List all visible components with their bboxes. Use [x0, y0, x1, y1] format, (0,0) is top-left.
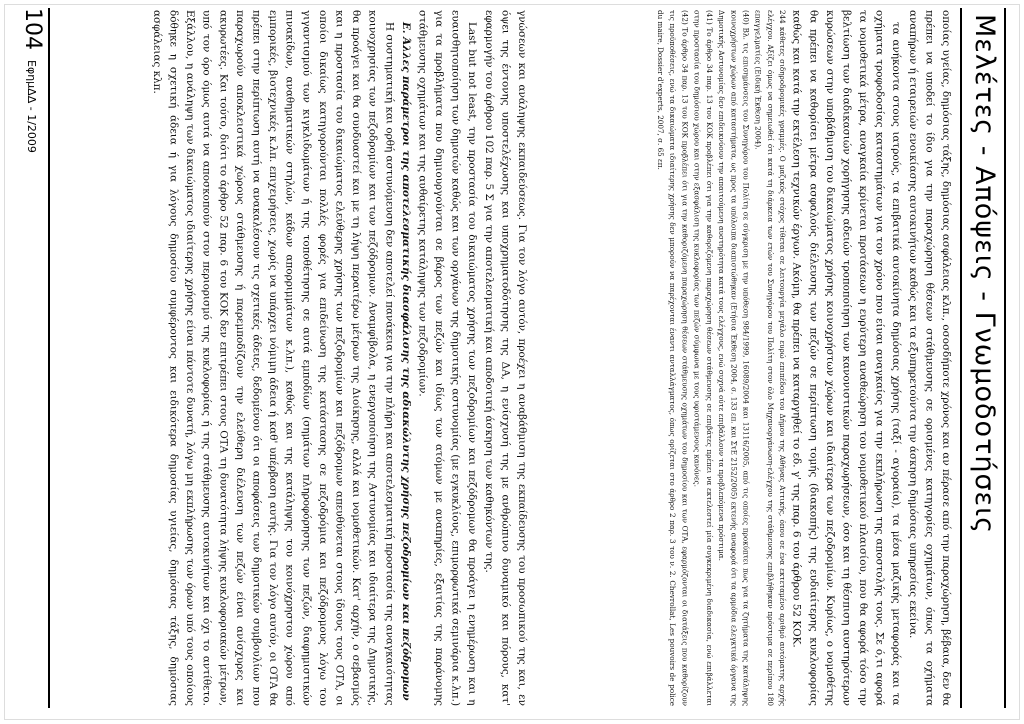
section-subheading: Ε. Άλλες παράμετροι της αποτελεσματικής διασφάλισης της αδιακώλυτης χρήσης πεζοδρομίων και πεζόδρομων	[399, 22, 412, 702]
section-title: Μελέτες - Απόψεις - Γνωμοδοτήσεις	[969, 14, 1000, 535]
footnote-item: (41) Το άρθρο 34 παρ. 13 του ΚΟΚ προβλέπει ότι για την καθοριζόμενη παραχώρηση θέσεων στάθμευσης σε επιβάτες πρέπει να εκτελεστεί μία συγκεκριμένη διαδικασία, ενώ επιβάλλεται στην προστασία του δημόσιου χώρου και στην εξασφάλιση της κυκλοφορίας των πεζών σύμφωνα με τους υφιστάμενους κανόνες.	[692, 10, 714, 706]
left-paragraph-3: Η συστηματική και ορθή αστυνόμευση δεν αποτελεί πανάκεια για την πλήρη και αποτελεσματική προστασία της αναγκαιότητας κοινοχρησίας των πεζοδρομίων και των πεζόδρομων. Αναμφίβολα, η ενεργοποίηση της Αστυνομίας και ιδιαίτερα της Δημοτικής, θα προάγει και θα συνδυαστεί και με τη λήψη περαιτέρω μέτρων της Διοίκησης, αλλά και νομοθετικών. Κατ' αρχήν, ο σεβασμός και η προστασία του δικαιώματος ελεύθερης χρήσης των πεζοδρομίων και πεζόδρομων απευθύνεται στους ίδιους τους ΟΤΑ, οι οποίοι δικαίως κατηγορούνται πολλές φορές για επιδείνωση της κατάστασης σε πεζοδρόμια και πεζόδρομους λόγω του γιγαντισμού των κιγκλιδωμάτων ή της τοποθέτησης σε αυτά εμποδίων (σημάτων πληροφόρησης των πεζών, διαφημιστικών πινακίδων, αναθηματικών στηλών, κάδων απορριμμάτων κ.λπ.), καθώς και της κατάληψης του κοινόχρηστου χώρου από εμπορικές, βιοτεχνικές κ.λπ. επιχειρήσεις, χωρίς να υπάρχει νόμιμη άδεια ή καθ' υπέρβαση αυτής. Για τον λόγο αυτόν, οι ΟΤΑ θα πρέπει στην περίπτωση αυτή να ανακαλέσουν τις σχετικές άδειες, δεδομένου ότι οι αποφάσεις των δημοτικών συμβουλίων που παραχωρούν αποκλειστικά χώρους στάθμευσης ή παρεμποδίζουν την ελεύθερη διέλευση των πεζών είναι ανίσχυρες και ακυρωτέες. Και τούτο, διότι το άρθρο 52 παρ. 6 του ΚΟΚ δεν επιτρέπει στους ΟΤΑ τη δυνατότητα λήψης κυκλοφοριακών μέτρων, υπό τον όρο όμως αυτά να αποσκοπούν στον περιορισμό της κυκλοφορίας ή της στάθμευσης αυτοκινήτων και όχι το αντίθετο. Εξάλλου, η ανάληψη των δικαιώματος ιδιαίτερης χρήσης είναι πάντοτε δυνατή, λόγω μη εκπλήρωσης των όρων υπό τους οποίους δόθηκε η σχετική άδεια ή για λόγους δημοσίου συμφέροντος και ειδικότερα δημοσίας υγιείας, δημόσιας τάξης, δημόσιας ασφάλειας κλπ.	[150, 10, 396, 706]
right-paragraph-1: οποίας υγείας, δημόσιας τάξης, δημόσιας ασφάλειας κλπ., οσοσδήποτε χρόνος και αν πέρασε από την παραχώρηση, βέβαια, δεν θα πρέπει να υποδεί το ίδιο για την παραχώρηση θέσεων στάθμευσης σε ορισμένες κατηγορίες οχημάτων, όπως τα οχήματα αναπήρων ή εταιρειών ενοικίασης αυτοκινήτων καθώς και τα εξυπηρετούντα την άσκηση δημόσιας υπηρεσίας εκείνα.	[906, 10, 952, 706]
footnote-item: (40) Βλ. τις επισημάνσεις του Συνηγόρου του Πολίτη σε σύγκριση με την υπόθεση 984/1999, 16089/2004 και 13116/2005, από τις οποίες προκύπτει πως για τα ζητήματα της κατάληψης κοινοχρήστων χώρων από καταστήματα, ως προς τα υπόλοιπα διαπιστώθηκαν (Ετήσια Έκθεση 2004, σ. 133 επ. και ΣτΕ 2152/2005) εκτενής αναφορά ότι τα αρμόδια ελεγκτικά όργανα της Δημοτικής Αστυνομίας δεν επιδεικνύουν την απαιτούμενη αυστηρότητα κατά τους ελέγχους, ενώ συχνά ούτε επιβάλλουν τα προβλεπόμενα πρόστιμα.	[717, 10, 751, 706]
page-number: 104	[20, 8, 45, 50]
footnote-item: (42) Το άρθρο 34 παρ. 13 του ΚΟΚ προβλέπει ότι για την καθοριζόμενη παραχώρηση θέσεων στάθμευσης οχημάτων του δημοσίου και των ΟΤΑ, εφαρμόζονται οι διατάξεις που καθορίζουν τις προϋποθέσεις, ενώ τα δικαιώματα ιδιαίτερης χρήσης δεν μπορούν να παρέχονται έναντι ανταλλάγματος, όπως ορίζεται στο άρθρο 2 παρ. 3 του ν. 2. Chevrollat, Les pouvoirs de police du maire, Dossier d'experts, 2007, σ. 65 επ.	[656, 10, 690, 706]
left-paragraph-1: γνώσεων και ανάληψης εκπαιδεύσεως. Για τον λόγο αυτόν, προέχει η αναβάθμιση της εκπαίδευσης του προσωπικού της και, εν όψει της έντονης υποστελέχωσης και υποχρηματοδότησης της ΔΑ, η ενίσχυσή της με ανθρώπινο δυναμικό και πόρους, κατ' εφαρμογήν του άρθρου 102 παρ. 5 Σ για την αποτελεσματική και αποδοτική άσκηση των καθηκόντων της.	[482, 10, 528, 706]
right-text-column	[540, 10, 954, 706]
running-footer	[8, 8, 58, 708]
right-paragraph-2: τα ανήκοντα στους ιατρούς, τα επιβατικά αυτοκίνητα δημόσιας χρήσης (ταξί - αγοραία), τα μέσα μαζικής μεταφοράς και τα οχήματα τροφοδοσίας καταστημάτων για τον χρόνο που είναι αναγκαίος για την εκπλήρωση της αποστολής τους. Σε ό,τι αφορά τα νομοθετικά μέτρα, αναγκαία κρίνεται προτάσεων η ευρύτερη αναθεώρηση του νομοθετικού πλαισίου, που θα αφορά τόσο την βελτίωση των διαδικασιών χορήγησης αδειών τροποποίηση των κανονιστικών παραχωρήσεων, όσο και τη θέσπιση αυστηρότερων κυρώσεων στην υποβάθμιση του δικαιώματος χρήσης κοινοχρήστων χώρων και ιδιαίτερα των πεζοδρομίων. Κυρίως, ο νομοθέτης θα πρέπει να καθορίσει μέτρα ασφαλούς διέλευσης των πεζών σε περίπτωση τομής (διακοπής) της ευδιαίτερης κυκλοφορίας καθώς και κατά την εκτέλεση τεχνικών έργων. Ακόμη, θα πρέπει να καταργηθεί το εδ. γ' της παρ. 6 του άρθρου 52 ΚΟΚ.	[790, 10, 903, 706]
left-text-column	[66, 10, 530, 706]
right-column-main-text	[788, 10, 954, 706]
header-rule-outer	[1004, 8, 1006, 708]
footnotes	[654, 10, 788, 706]
journal-issue: ΕφημΔΔ - 1/2009	[25, 60, 38, 153]
running-header	[958, 8, 1014, 708]
left-paragraph-2: Last but not least, την προστασία του δικαιώματος χρήσης των πεζοδρομίων και πεζόδρομων θα προάγει η ενημέρωση και η ευαισθητοποίηση των δημοτών καθώς και των οργάνων της δημοτικής αστυνομίας (με εγκυκλίους, επιμορφωτικά σεμινάρια κ.λπ.) για τα προβλήματα που δημιουργούνται σε βάρος των πεζών και ιδίως των ατόμων με αναπηρίες, εξαιτίας της παράνομης στάθμευσης οχημάτων και της αυθαίρετης κατάληψης των πεζοδρομίων.	[416, 10, 479, 706]
footer-rule	[48, 8, 50, 708]
header-rule-inner	[960, 8, 962, 708]
footnote-item: 244 κάθετες σιδηροδρομικές γραμμές. Ο μαζικός στόχος τίθεται σε λειτουργία μεγάλο ευρώ επιπέδου του Δήμου της Αθήνας Αττικής, όπου σε ένα εκτεταμένο αριθμό αυτόματης αρχής ελέγχου. Αξίζει όμως να σημειωθεί ότι κατά τη διάρκεια των ετών του Συνηγόρου του Πολίτη στον όλο Μηχανοργάνωση-ελέγχου της στάθμευσης επιβλήθηκαν πρόστιμα σε περίπου 180 επαγγελματίες (Ειδική Έκθεση 2004).	[753, 10, 788, 706]
